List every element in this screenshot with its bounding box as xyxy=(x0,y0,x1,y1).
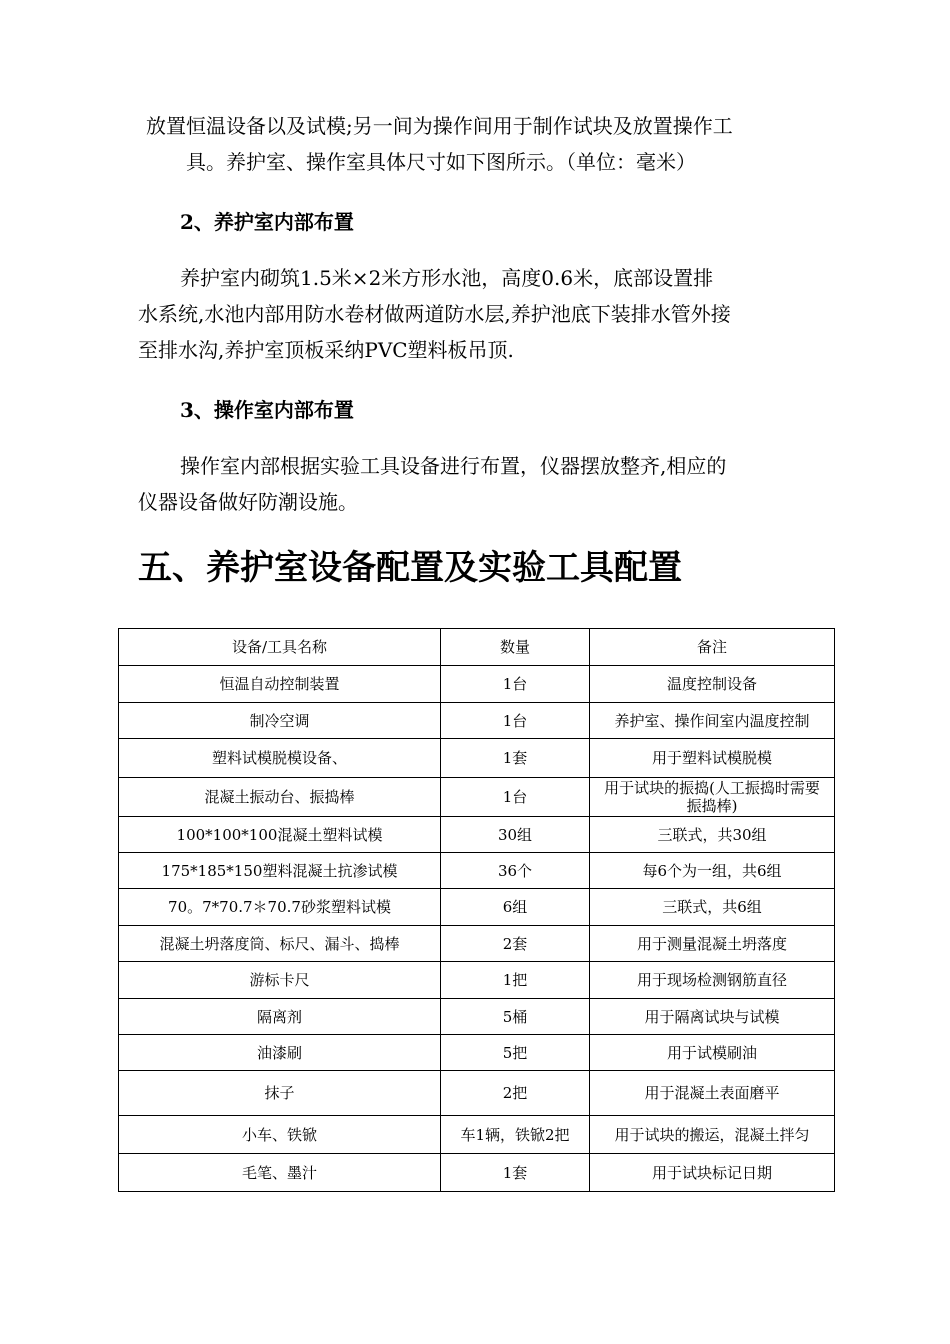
cell-quantity: 车1辆，铁锨2把 xyxy=(441,1116,590,1154)
cell-quantity: 5桶 xyxy=(441,999,590,1035)
cell-remarks: 用于隔离试块与试模 xyxy=(590,999,835,1035)
cell-name: 塑料试模脱模设备、 xyxy=(119,739,441,778)
table-row xyxy=(119,889,835,926)
cell-remarks: 养护室、操作间室内温度控制 xyxy=(590,703,835,739)
table-row xyxy=(119,739,835,778)
header-name: 设备/工具名称 xyxy=(119,629,441,666)
cell-remarks: 用于试模刷油 xyxy=(590,1035,835,1071)
cell-quantity: 1台 xyxy=(441,703,590,739)
table-row xyxy=(119,1116,835,1154)
chapter-title: 五、养护室设备配置及实验工具配置 xyxy=(138,548,682,588)
cell-remarks: 用于混凝土表面磨平 xyxy=(590,1071,835,1116)
cell-name: 抹子 xyxy=(119,1071,441,1116)
header-remarks: 备注 xyxy=(590,629,835,666)
cell-quantity: 1台 xyxy=(441,778,590,817)
table-row xyxy=(119,1071,835,1116)
cell-remarks: 用于塑料试模脱模 xyxy=(590,739,835,778)
section-2-line-3: 至排水沟,养护室顶板采纳PVC塑料板吊顶. xyxy=(138,338,514,362)
cell-name: 100*100*100混凝土塑料试模 xyxy=(119,817,441,853)
table-row xyxy=(119,817,835,853)
table-row xyxy=(119,703,835,739)
section-2-paragraph xyxy=(138,260,731,368)
table-row xyxy=(119,1035,835,1071)
cell-remarks: 每6个为一组，共6组 xyxy=(590,853,835,889)
header-quantity: 数量 xyxy=(441,629,590,666)
cell-quantity: 30组 xyxy=(441,817,590,853)
cell-name: 70。7*70.7＊70.7砂浆塑料试模 xyxy=(119,889,441,926)
table-row xyxy=(119,999,835,1035)
cell-remarks: 用于试块的振捣(人工振捣时需要振捣棒) xyxy=(590,778,835,817)
cell-name: 游标卡尺 xyxy=(119,962,441,999)
cell-name: 小车、铁锨 xyxy=(119,1116,441,1154)
section-3-paragraph xyxy=(138,448,726,520)
section-2-line-1: 养护室内砌筑1.5米×2米方形水池，高度0.6米，底部设置排 xyxy=(180,266,714,290)
cell-quantity: 1把 xyxy=(441,962,590,999)
cell-remarks: 用于试块标记日期 xyxy=(590,1154,835,1192)
cell-name: 隔离剂 xyxy=(119,999,441,1035)
table-row xyxy=(119,1154,835,1192)
cell-remarks: 用于测量混凝土坍落度 xyxy=(590,926,835,962)
table-row xyxy=(119,778,835,817)
cell-name: 混凝土坍落度筒、标尺、漏斗、捣棒 xyxy=(119,926,441,962)
cell-remarks: 用于现场检测钢筋直径 xyxy=(590,962,835,999)
equipment-table xyxy=(118,628,835,1192)
cell-remarks: 三联式，共30组 xyxy=(590,817,835,853)
cell-name: 混凝土振动台、振捣棒 xyxy=(119,778,441,817)
cell-name: 毛笔、墨汁 xyxy=(119,1154,441,1192)
cell-quantity: 36个 xyxy=(441,853,590,889)
cell-remarks: 温度控制设备 xyxy=(590,666,835,703)
table-row xyxy=(119,666,835,703)
cell-quantity: 2把 xyxy=(441,1071,590,1116)
section-2-line-2: 水系统,水池内部用防水卷材做两道防水层,养护池底下装排水管外接 xyxy=(138,302,731,326)
intro-line-1: 放置恒温设备以及试模;另一间为操作间用于制作试块及放置操作工 xyxy=(146,114,733,138)
cell-quantity: 2套 xyxy=(441,926,590,962)
cell-quantity: 1台 xyxy=(441,666,590,703)
cell-name: 油漆刷 xyxy=(119,1035,441,1071)
table-row xyxy=(119,962,835,999)
section-3-heading: 3、操作室内部布置 xyxy=(180,398,354,422)
cell-remarks: 用于试块的搬运，混凝土拌匀 xyxy=(590,1116,835,1154)
cell-quantity: 1套 xyxy=(441,739,590,778)
section-3-line-2: 仪器设备做好防潮设施。 xyxy=(138,490,358,514)
cell-name: 175*185*150塑料混凝土抗渗试模 xyxy=(119,853,441,889)
cell-quantity: 6组 xyxy=(441,889,590,926)
section-3-line-1: 操作室内部根据实验工具设备进行布置，仪器摆放整齐,相应的 xyxy=(180,454,727,478)
cell-name: 恒温自动控制装置 xyxy=(119,666,441,703)
table-header-row xyxy=(119,629,835,666)
table-row xyxy=(119,926,835,962)
section-2-heading: 2、养护室内部布置 xyxy=(180,210,354,234)
intro-paragraph xyxy=(146,108,733,180)
cell-remarks: 三联式，共6组 xyxy=(590,889,835,926)
cell-quantity: 5把 xyxy=(441,1035,590,1071)
table-row xyxy=(119,853,835,889)
intro-line-2: 具。养护室、操作室具体尺寸如下图所示。（单位：毫米） xyxy=(186,150,696,174)
cell-name: 制冷空调 xyxy=(119,703,441,739)
cell-quantity: 1套 xyxy=(441,1154,590,1192)
